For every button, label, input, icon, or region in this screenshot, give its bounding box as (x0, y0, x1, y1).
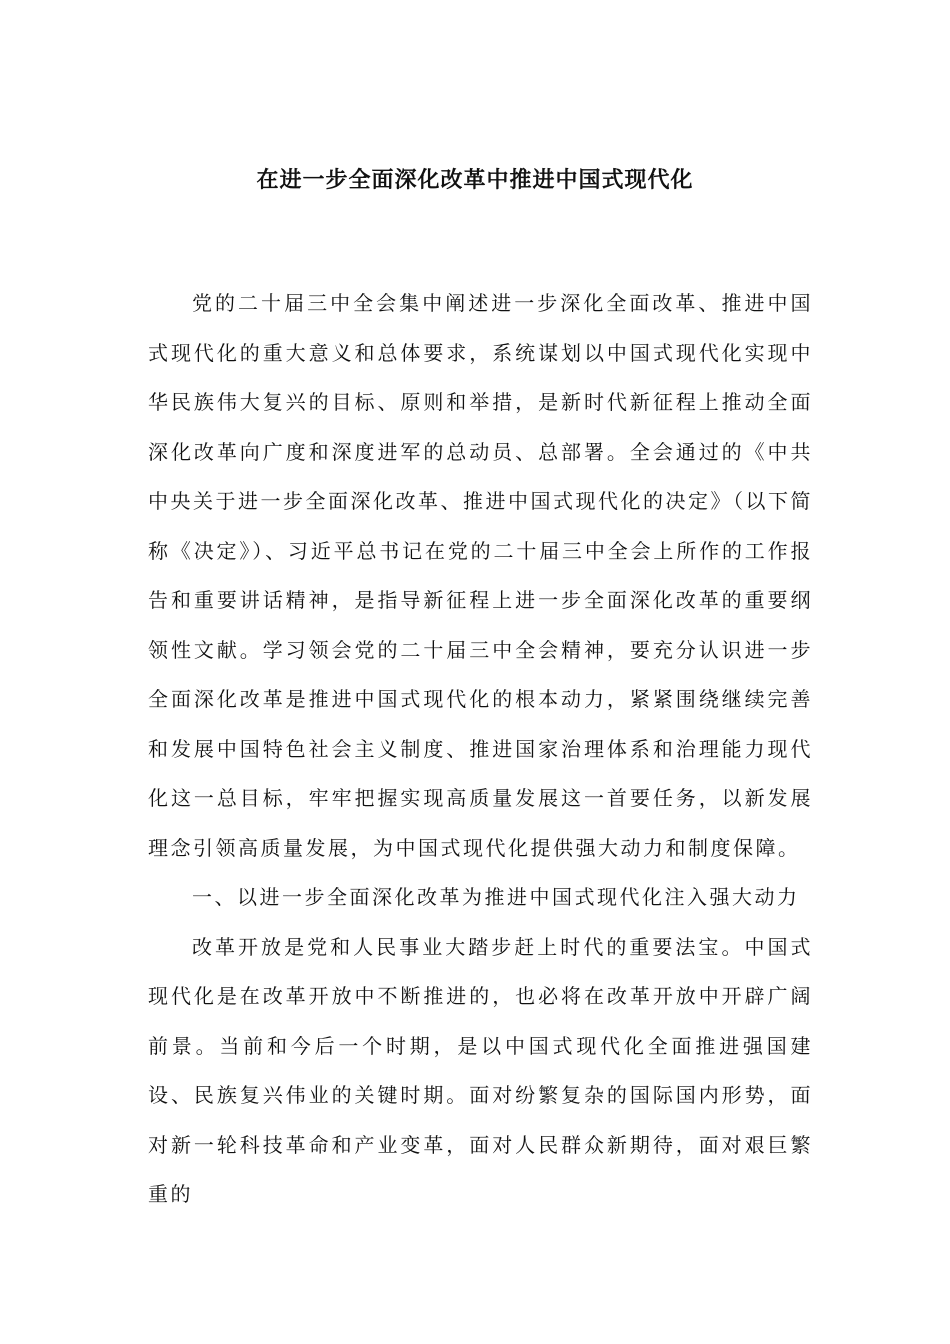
document-title: 在进一步全面深化改革中推进中国式现代化 (256, 168, 694, 193)
section-heading-1: 一、以进一步全面深化改革为推进中国式现代化注入强大动力 (192, 885, 800, 909)
document-body (148, 279, 813, 1220)
section-1-paragraph: 改革开放是党和人民事业大踏步赶上时代的重要法宝。中国式现代化是在改革开放中不断推进的，也必将在改革开放中开辟广阔前景。当前和今后一个时期，是以中国式现代化全面推进强国建设、民族复兴伟业的关键时期。面对纷繁复杂的国际国内形势，面对新一轮科技革命和产业变革，面对人民群众新期待，面对艰巨繁重的 (148, 934, 813, 1206)
intro-paragraph: 党的二十届三中全会集中阐述进一步深化全面改革、推进中国式现代化的重大意义和总体要求，系统谋划以中国式现代化实现中华民族伟大复兴的目标、原则和举措，是新时代新征程上推动全面深化改革向广度和深度进军的总动员、总部署。全会通过的《中共中央关于进一步全面深化改革、推进中国式现代化的决定》（以下简称《决定》）、习近平总书记在党的二十届三中全会上所作的工作报告和重要讲话精神，是指导新征程上进一步全面深化改革的重要纲领性文献。学习领会党的二十届三中全会精神，要充分认识进一步全面深化改革是推进中国式现代化的根本动力，紧紧围绕继续完善和发展中国特色社会主义制度、推进国家治理体系和治理能力现代化这一总目标，牢牢把握实现高质量发展这一首要任务，以新发展理念引领高质量发展，为中国式现代化提供强大动力和制度保障。 (148, 291, 813, 860)
